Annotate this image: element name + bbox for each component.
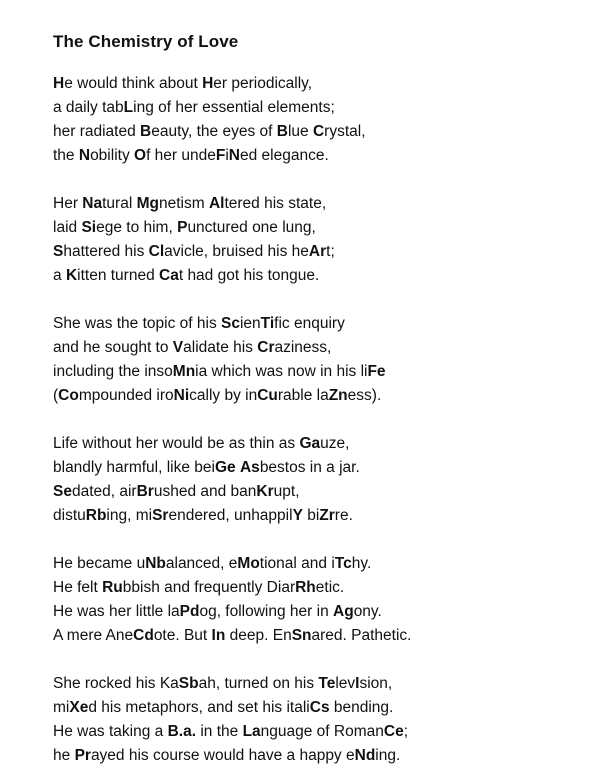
element-symbol: Ag — [333, 603, 354, 620]
poem-line: She rocked his KaSbah, turned on his TelevIsion, — [53, 675, 393, 692]
element-symbol: N — [228, 147, 240, 164]
element-symbol: Ge — [214, 459, 236, 476]
poem-title: The Chemistry of Love — [53, 32, 239, 51]
element-symbol: Fe — [367, 363, 386, 380]
element-symbol: Mg — [136, 195, 159, 212]
element-symbol: Ru — [102, 579, 123, 596]
element-symbol: Pd — [179, 603, 200, 620]
poem-line: distuRbing, miSrendered, unhappilY biZrre. — [53, 507, 353, 524]
poem-line: miXed his metaphors, and set his italiCs bending. — [53, 699, 394, 716]
poem-line: the Nobility Of her undeFiNed elegance. — [53, 147, 329, 164]
stanza-4 — [53, 432, 580, 528]
poem-line: and he sought to Validate his Craziness, — [53, 339, 332, 356]
poem-line: Her Natural Mgnetism Altered his state, — [53, 195, 327, 212]
element-symbol: Sn — [291, 627, 312, 644]
element-symbol: B.a. — [167, 723, 197, 740]
element-symbol: V — [172, 339, 184, 356]
element-symbol: Zr — [319, 507, 335, 524]
element-symbol: Nb — [145, 555, 166, 572]
element-symbol: O — [134, 147, 147, 164]
element-symbol: Sc — [221, 315, 240, 332]
element-symbol: Ar — [308, 243, 327, 260]
element-symbol: Br — [136, 483, 154, 500]
element-symbol: H — [53, 75, 65, 92]
element-symbol: Y — [292, 507, 303, 524]
element-symbol: Te — [318, 675, 336, 692]
element-symbol: Pr — [74, 747, 91, 764]
element-symbol: Cr — [257, 339, 275, 356]
poem-line: He was her little laPdog, following her in Agony. — [53, 603, 382, 620]
element-symbol: Ca — [159, 267, 179, 284]
stanza-3 — [53, 312, 580, 408]
element-symbol: Tc — [334, 555, 352, 572]
stanza-5 — [53, 552, 580, 648]
poem-line: (Compounded iroNically by inCurable laZness). — [53, 387, 382, 404]
element-symbol: Ce — [383, 723, 404, 740]
element-symbol: Sb — [178, 675, 199, 692]
element-symbol: Al — [208, 195, 225, 212]
stanza-1 — [53, 72, 580, 168]
element-symbol: Cd — [133, 627, 154, 644]
element-symbol: Sr — [152, 507, 169, 524]
poem-line: Shattered his Clavicle, bruised his heArt; — [53, 243, 335, 260]
element-symbol: Cs — [309, 699, 330, 716]
element-symbol: I — [355, 675, 360, 692]
element-symbol: Na — [82, 195, 103, 212]
element-symbol: In — [211, 627, 226, 644]
element-symbol: Mn — [172, 363, 196, 380]
element-symbol: S — [53, 243, 64, 260]
element-symbol: Rb — [85, 507, 107, 524]
element-symbol: Cu — [257, 387, 278, 404]
poem-line: her radiated Beauty, the eyes of Blue Crystal, — [53, 123, 366, 140]
poem-line: Life without her would be as thin as Gauze, — [53, 435, 350, 452]
element-symbol: Xe — [69, 699, 89, 716]
poem-line: A mere AneCdote. But In deep. EnSnared. Pathetic. — [53, 627, 412, 644]
element-symbol: C — [312, 123, 325, 140]
element-symbol: Ga — [299, 435, 321, 452]
element-symbol: Ti — [260, 315, 275, 332]
poem-line: He would think about Her periodically, — [53, 75, 313, 92]
poem-line: He was taking a B.a. in the Language of RomanCe; — [53, 723, 409, 740]
element-symbol: P — [177, 219, 188, 236]
poem-line: He became uNbalanced, eMotional and iTchy. — [53, 555, 372, 572]
poem-line: Sedated, airBrushed and banKrupt, — [53, 483, 300, 500]
stanza-2 — [53, 192, 580, 288]
poem-line: He felt Rubbish and frequently DiarRhetic. — [53, 579, 345, 596]
poem-line: blandly harmful, like beiGe Asbestos in a jar. — [53, 459, 360, 476]
element-symbol: Rh — [295, 579, 316, 596]
poem-line: he Prayed his course would have a happy eNding. — [53, 747, 401, 764]
element-symbol: Ni — [173, 387, 190, 404]
element-symbol: Si — [81, 219, 97, 236]
element-symbol: Mo — [237, 555, 260, 572]
poem-line: a daily tabLing of her essential elements; — [53, 99, 335, 116]
poem-body — [53, 72, 580, 768]
element-symbol: Cl — [148, 243, 165, 260]
element-symbol: As — [239, 459, 260, 476]
poem-line: a Kitten turned Cat had got his tongue. — [53, 267, 320, 284]
poem-line: She was the topic of his ScienTific enquiry — [53, 315, 345, 332]
element-symbol: Co — [58, 387, 79, 404]
stanza-6 — [53, 672, 580, 768]
element-symbol: H — [202, 75, 214, 92]
element-symbol: Kr — [256, 483, 274, 500]
element-symbol: La — [242, 723, 261, 740]
element-symbol: Nd — [354, 747, 376, 764]
element-symbol: L — [123, 99, 134, 116]
element-symbol: F — [215, 147, 226, 164]
poem-line: laid Siege to him, Punctured one lung, — [53, 219, 316, 236]
element-symbol: Se — [53, 483, 72, 500]
element-symbol: B — [276, 123, 288, 140]
element-symbol: K — [65, 267, 78, 284]
element-symbol: Zn — [328, 387, 348, 404]
element-symbol: N — [78, 147, 91, 164]
poem-line: including the insoMnia which was now in his liFe — [53, 363, 386, 380]
element-symbol: B — [140, 123, 152, 140]
